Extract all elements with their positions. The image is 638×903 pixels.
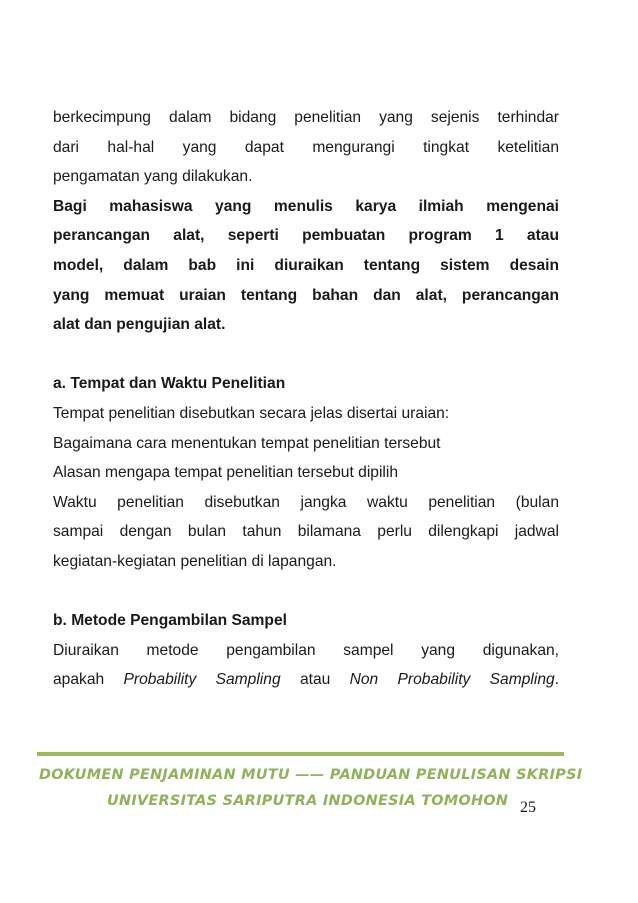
section-heading-a: a. Tempat dan Waktu Penelitian [53,375,286,393]
paragraph-line: pengamatan yang dilakukan. [53,168,253,186]
footer-institution: UNIVERSITAS SARIPUTRA INDONESIA TOMOHON [107,793,509,809]
emphasis-non-probability-sampling: Non Probability Sampling [349,671,555,689]
paragraph-line: yang memuat uraian tentang bahan dan alat, perancangan [53,286,559,304]
paragraph-line: alat dan pengujian alat. [53,316,226,334]
paragraph-line: sampai dengan bulan tahun bilamana perlu dilengkapi jadwal [53,523,559,541]
footer-title: DOKUMEN PENJAMINAN MUTU —— PANDUAN PENULISAN SKRIPSI [39,767,583,783]
paragraph-line: kegiatan-kegiatan penelitian di lapangan. [53,552,337,570]
paragraph-gap [53,340,559,370]
paragraph-line: Waktu penelitian disebutkan jangka waktu penelitian (bulan [53,493,559,511]
paragraph-line: Alasan mengapa tempat penelitian tersebut dipilih [53,464,399,482]
text-run: atau [280,671,350,689]
section-heading-b: b. Metode Pengambilan Sampel [53,612,287,630]
paragraph-line: model, dalam bab ini diuraikan tentang sistem desain [53,256,559,274]
paragraph-gap [53,577,559,607]
page-body [53,103,559,695]
emphasis-probability-sampling: Probability Sampling [123,671,281,689]
paragraph-line: perancangan alat, seperti pembuatan program 1 atau [53,227,559,245]
paragraph-line: Bagaimana cara menentukan tempat penelitian tersebut [53,434,441,452]
paragraph-line: Tempat penelitian disebutkan secara jelas disertai uraian: [53,404,450,422]
paragraph-line: dari hal-hal yang dapat mengurangi tingkat ketelitian [53,138,559,156]
paragraph-line: Bagi mahasiswa yang menulis karya ilmiah mengenai [53,197,559,215]
footer-divider [37,752,564,756]
page-number: 25 [520,799,536,816]
text-run: apakah [53,671,124,689]
paragraph-line: berkecimpung dalam bidang penelitian yang sejenis terhindar [53,109,559,126]
paragraph-line [53,665,559,695]
text-run: . [554,671,560,689]
paragraph-line: Diuraikan metode pengambilan sampel yang digunakan, [53,641,559,659]
